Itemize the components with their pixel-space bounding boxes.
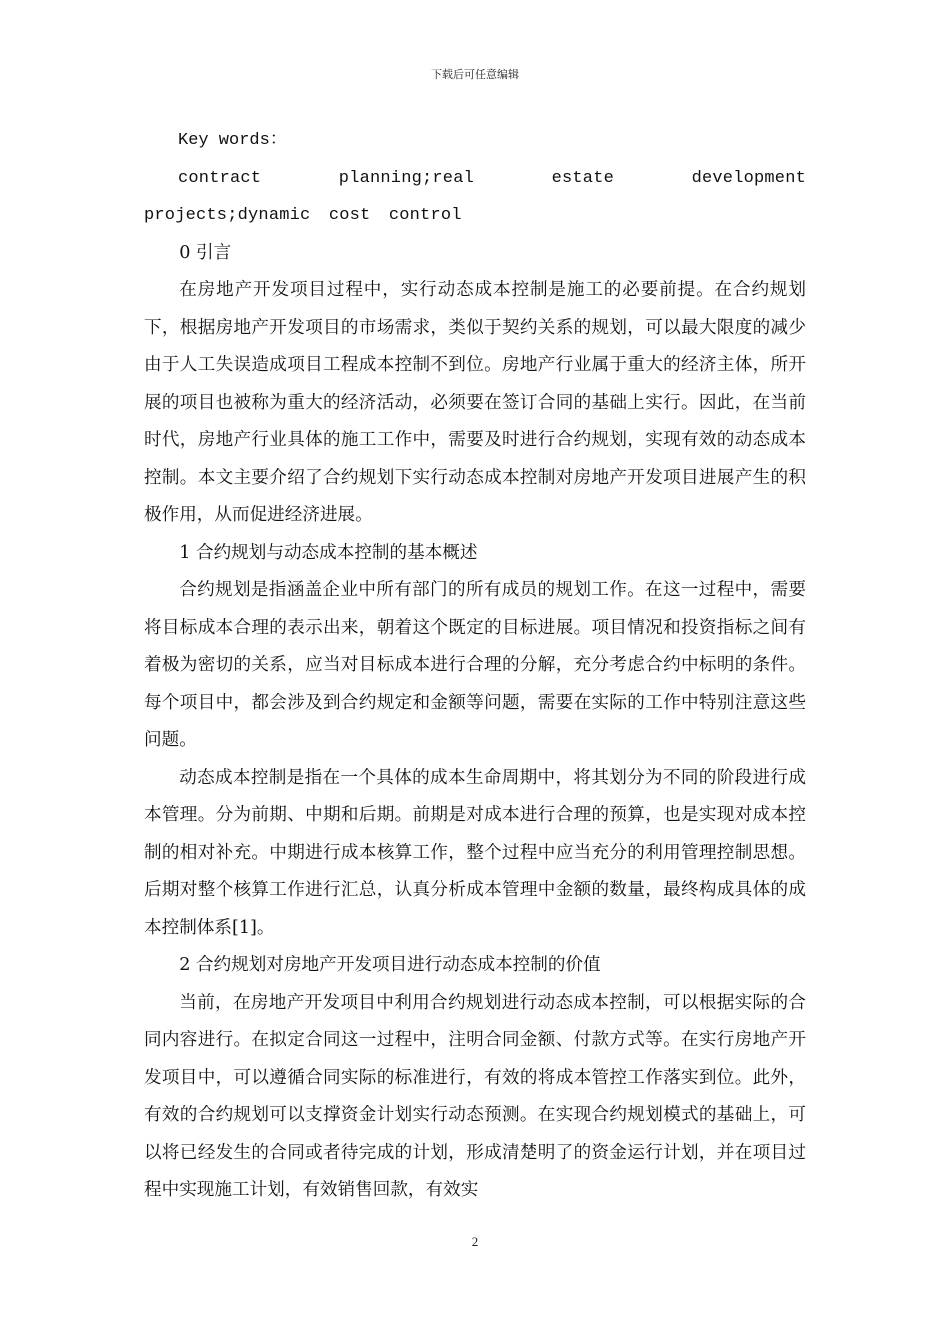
page-number: 2: [471, 1234, 479, 1249]
section-heading-intro: 0 引言: [179, 242, 232, 263]
paragraph-dynamic-cost: 动态成本控制是指在一个具体的成本生命周期中，将其划分为不同的阶段进行成本管理。分为前期、中期和后期。前期是对成本进行合理的预算，也是实现对成本控制的相对补充。中期进行成本核算工作，整个过程中应当充分的利用管理控制思想。后期对整个核算工作进行汇总，认真分析成本管理中金额的数量，最终构成具体的成本控制体系[1]。: [144, 767, 806, 938]
keywords-label: Key words：: [178, 131, 287, 150]
section-heading-2: 2 合约规划对房地产开发项目进行动态成本控制的价值: [179, 955, 601, 975]
keywords-text: contract planning;real estate development projects;dynamic cost control: [144, 168, 806, 225]
paragraph-value: 当前，在房地产开发项目中利用合约规划进行动态成本控制，可以根据实际的合同内容进行。在拟定合同这一过程中，注明合同金额、付款方式等。在实行房地产开发项目中，可以遵循合同实际的标准进行，有效的将成本管控工作落实到位。此外，有效的合约规划可以支撑资金计划实行动态预测。在实现合约规划模式的基础上，可以将已经发生的合同或者待完成的计划，形成清楚明了的资金运行计划，并在项目过程中实现施工计划，有效销售回款，有效实: [144, 992, 806, 1200]
document-body: [144, 122, 806, 1210]
paragraph-contract-planning: 合约规划是指涵盖企业中所有部门的所有成员的规划工作。在这一过程中，需要将目标成本合理的表示出来，朝着这个既定的目标进展。项目情况和投资指标之间有着极为密切的关系，应当对目标成本进行合理的分解，充分考虑合约中标明的条件。每个项目中，都会涉及到合约规定和金额等问题，需要在实际的工作中特别注意这些问题。: [144, 580, 806, 750]
section-heading-1: 1 合约规划与动态成本控制的基本概述: [179, 542, 478, 563]
paragraph-intro: 在房地产开发项目过程中，实行动态成本控制是施工的必要前提。在合约规划下，根据房地产开发项目的市场需求，类似于契约关系的规划，可以最大限度的减少由于人工失误造成项目工程成本控制不到位。房地产行业属于重大的经济主体，所开展的项目也被称为重大的经济活动，必须要在签订合同的基础上实行。因此，在当前时代，房地产行业具体的施工工作中，需要及时进行合约规划，实现有效的动态成本控制。本文主要介绍了合约规划下实行动态成本控制对房地产开发项目进展产生的积极作用，从而促进经济进展。: [144, 280, 806, 525]
page-header: 下载后可任意编辑: [431, 68, 519, 81]
